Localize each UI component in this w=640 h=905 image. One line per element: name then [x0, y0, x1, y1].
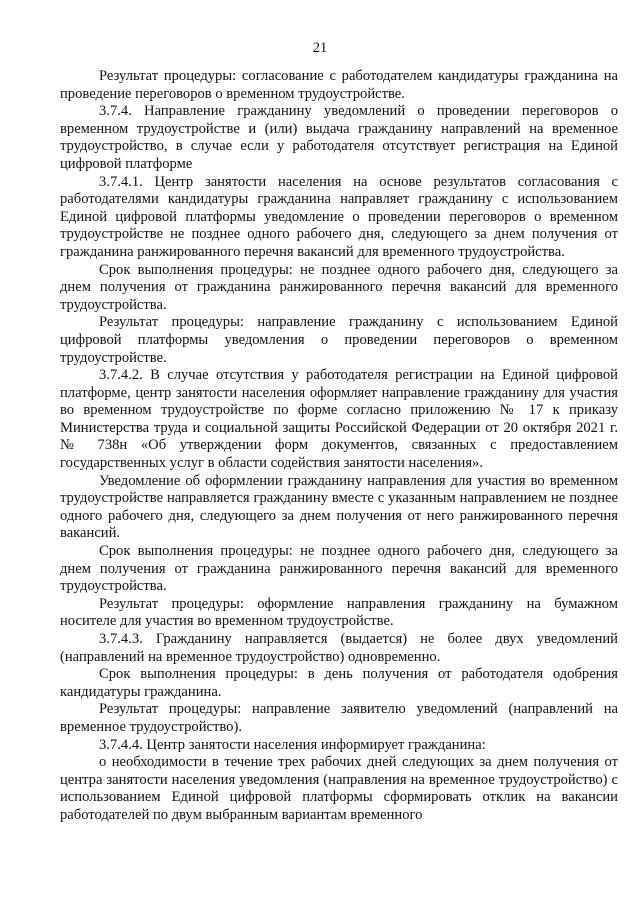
paragraph: Срок выполнения процедуры: не позднее одного рабочего дня, следующего за днем получения от гражданина ранжированного перечня вакансий для временного трудоустройства.	[60, 261, 618, 313]
paragraph: Срок выполнения процедуры: не позднее одного рабочего дня, следующего за днем получения от гражданина ранжированного перечня вакансий для временного трудоустройства.	[60, 543, 618, 595]
page-number: 21	[312, 40, 328, 56]
paragraph: 3.7.4.1. Центр занятости населения на основе результатов согласования с работодателями кандидатуры гражданина направляет гражданину с использованием Единой цифровой платформы уведомление о проведении переговоров о временном трудоустройстве не позднее одного рабочего дня, следующего за днем получения от гражданина ранжированного перечня вакансий для временного трудоустройства.	[60, 173, 618, 260]
paragraph: 3.7.4.4. Центр занятости населения информирует гражданина:	[99, 736, 486, 753]
paragraph: Результат процедуры: согласование с работодателем кандидатуры гражданина на проведение переговоров о временном трудоустройстве.	[60, 68, 618, 102]
document-body	[60, 68, 618, 825]
paragraph: о необходимости в течение трех рабочих дней следующих за днем получения от центра занятости населения уведомления (направления на временное трудоустройство) с использованием Единой цифровой платформы сформировать отклик на вакансии работодателей по двум выбранным вариантам временного	[60, 754, 618, 823]
paragraph: Результат процедуры: направление заявителю уведомлений (направлений на временное трудоустройство).	[60, 701, 618, 735]
paragraph: Результат процедуры: оформление направления гражданину на бумажном носителе для участия во временном трудоустройстве.	[60, 595, 618, 630]
paragraph: 3.7.4.3. Гражданину направляется (выдается) не более двух уведомлений (направлений на временное трудоустройство) одновременно.	[60, 631, 618, 665]
paragraph: Уведомление об оформлении гражданину направления для участия во временном трудоустройстве направляется гражданину вместе с указанным направлением не позднее одного рабочего дня, следующего за днем получения от него ранжированного перечня вакансий.	[60, 472, 618, 542]
paragraph: 3.7.4.2. В случае отсутствия у работодателя регистрации на Единой цифровой платформе, центр занятости населения оформляет направление гражданину для участия во временном трудоустройстве по форме согласно приложению № 17 к приказу Министерства труда и социальной защиты Российской Федерации от 20 октября 2021 г. № 738н «Об утверждении форм документов, связанных с предоставлением государственных услуг в области содействия занятости населения».	[60, 367, 618, 472]
paragraph: 3.7.4. Направление гражданину уведомлений о проведении переговоров о временном трудоустройстве и (или) выдача гражданину направлений на временное трудоустройство, в случае если у работодателя отсутствует регистрация на Единой цифровой платформе	[60, 103, 618, 172]
paragraph: Результат процедуры: направление гражданину с использованием Единой цифровой платформы уведомления о проведении переговоров о временном трудоустройстве.	[60, 314, 618, 366]
paragraph: Срок выполнения процедуры: в день получения от работодателя одобрения кандидатуры гражданина.	[60, 666, 618, 700]
